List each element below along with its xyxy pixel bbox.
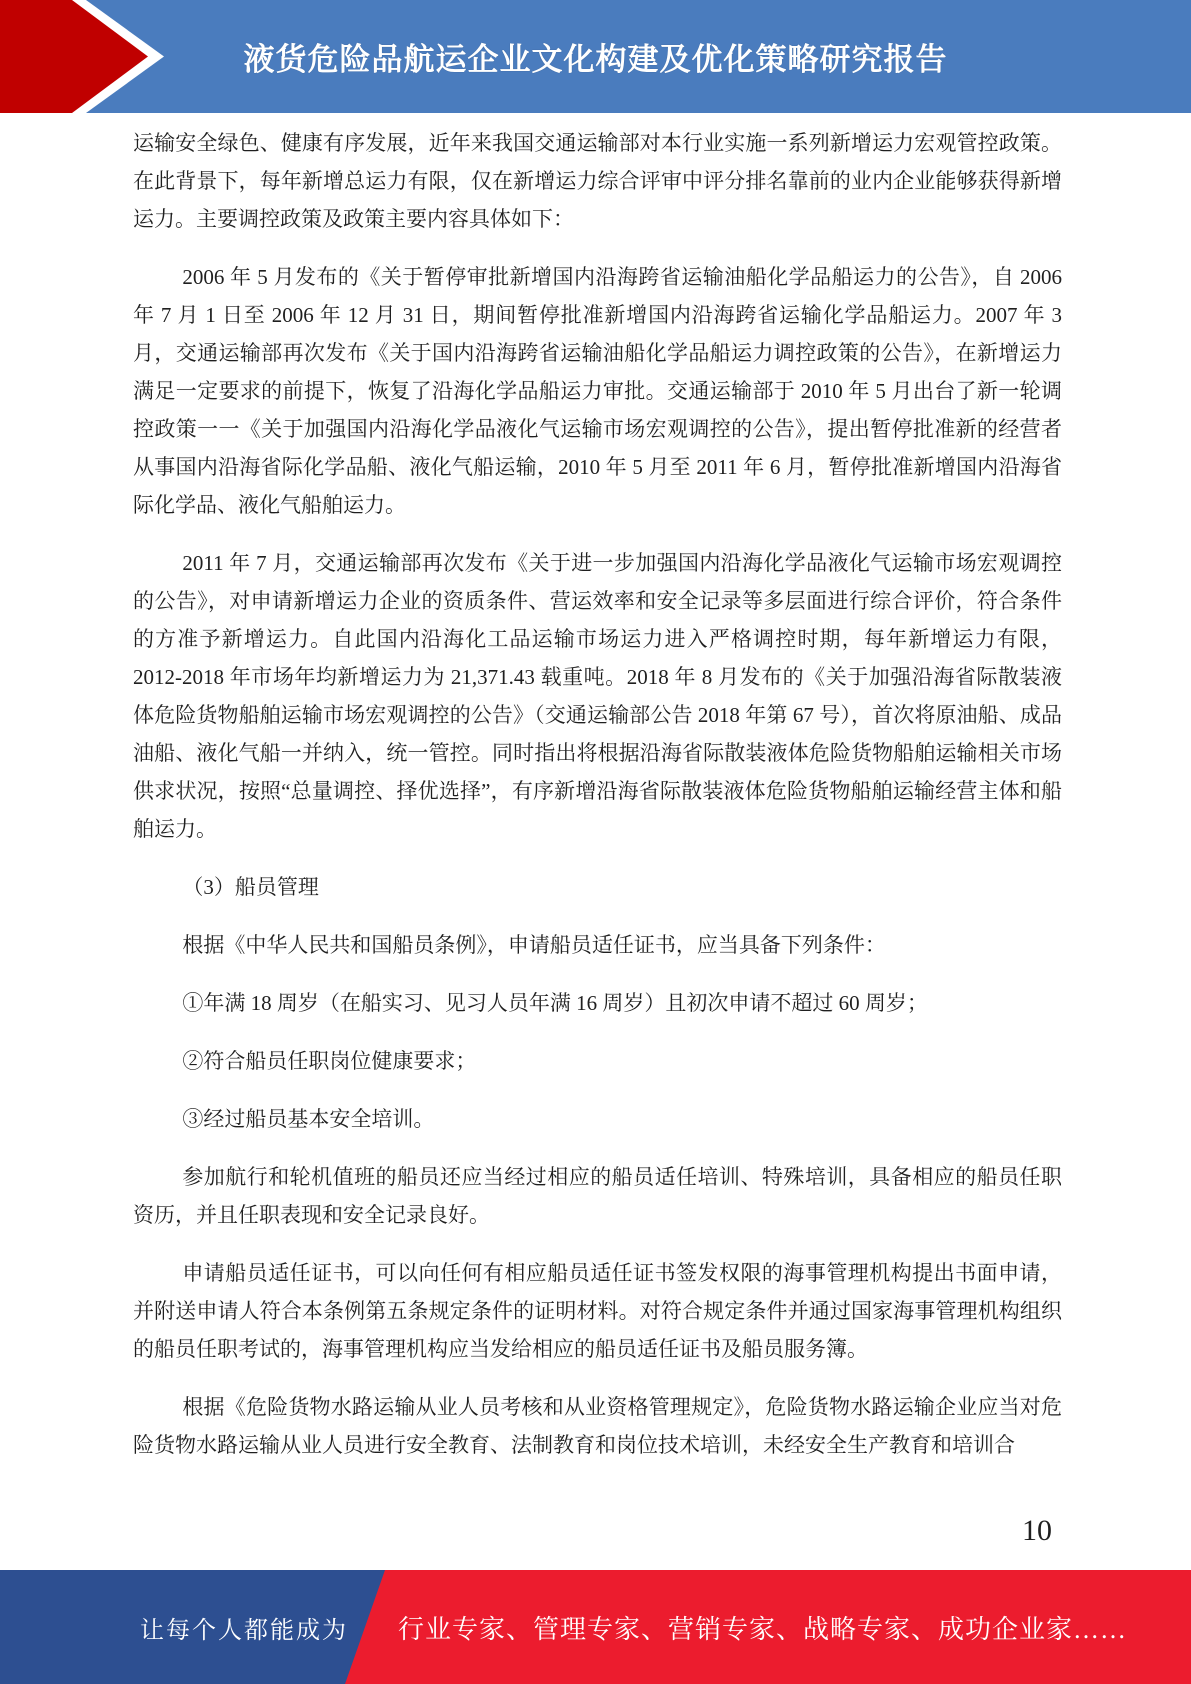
- paragraph: 根据《危险货物水路运输从业人员考核和从业资格管理规定》，危险货物水路运输企业应当对危险货物水路运输从业人员进行安全教育、法制教育和岗位技术培训，未经安全生产教育和培训合: [133, 1395, 1062, 1457]
- footer-slogan-left: 让每个人都能成为: [140, 1617, 348, 1644]
- header-band: [0, 0, 1191, 113]
- footer-slogan-right: 行业专家、管理专家、营销专家、战略专家、成功企业家……: [398, 1614, 1128, 1644]
- page-number: 10: [1022, 1514, 1052, 1547]
- list-item: ①年满 18 周岁（在船实习、见习人员年满 16 周岁）且初次申请不超过 60 周岁；: [182, 991, 928, 1015]
- paragraph: 运输安全绿色、健康有序发展，近年来我国交通运输部对本行业实施一系列新增运力宏观管控政策。在此背景下，每年新增总运力有限，仅在新增运力综合评审中评分排名靠前的业内企业能够获得新增运力。主要调控政策及政策主要内容具体如下：: [133, 131, 1062, 231]
- footer-band: [0, 1570, 1191, 1684]
- document-body: [133, 124, 1062, 1484]
- paragraph: 2006 年 5 月发布的《关于暂停审批新增国内沿海跨省运输油船化学品船运力的公告》，自 2006 年 7 月 1 日至 2006 年 12 月 31 日，期间暂停批准新增国内沿海跨省运输化学品船运力。2007 年 3 月，交通运输部再次发布《关于国内沿海跨省运输油船化学品船运力调控政策的公告》，在新增运力满足一定要求的前提下，恢复了沿海化学品船运力审批。交通运输部于 2010 年 5 月出台了新一轮调控政策一一《关于加强国内沿海化学品液化气运输市场宏观调控的公告》，提出暂停批准新的经营者从事国内沿海省际化学品船、液化气船运输，2010 年 5 月至 2011 年 6 月，暂停批准新增国内沿海省际化学品、液化气船舶运力。: [133, 265, 1062, 517]
- paragraph: 2011 年 7 月，交通运输部再次发布《关于进一步加强国内沿海化学品液化气运输市场宏观调控的公告》，对申请新增运力企业的资质条件、营运效率和安全记录等多层面进行综合评价，符合条件的方准予新增运力。自此国内沿海化工品运输市场运力进入严格调控时期，每年新增运力有限，2012-2018 年市场年均新增运力为 21,371.43 载重吨。2018 年 8 月发布的《关于加强沿海省际散装液体危险货物船舶运输市场宏观调控的公告》（交通运输部公告 2018 年第 67 号），首次将原油船、成品油船、液化气船一并纳入，统一管控。同时指出将根据沿海省际散装液体危险货物船舶运输相关市场供求状况，按照“总量调控、择优选择”，有序新增沿海省际散装液体危险货物船舶运输经营主体和船舶运力。: [133, 551, 1062, 841]
- paragraph: 根据《中华人民共和国船员条例》，申请船员适任证书，应当具备下列条件：: [182, 933, 886, 957]
- paragraph: 参加航行和轮机值班的船员还应当经过相应的船员适任培训、特殊培训，具备相应的船员任职资历，并且任职表现和安全记录良好。: [133, 1165, 1062, 1227]
- list-item: ②符合船员任职岗位健康要求；: [182, 1049, 477, 1073]
- page-title: 液货危险品航运企业文化构建及优化策略研究报告: [243, 42, 948, 77]
- section-heading: （3）船员管理: [182, 875, 319, 899]
- list-item: ③经过船员基本安全培训。: [182, 1107, 435, 1131]
- paragraph: 申请船员适任证书，可以向任何有相应船员适任证书签发权限的海事管理机构提出书面申请，并附送申请人符合本条例第五条规定条件的证明材料。对符合规定条件并通过国家海事管理机构组织的船员任职考试的，海事管理机构应当发给相应的船员适任证书及船员服务簿。: [133, 1261, 1062, 1361]
